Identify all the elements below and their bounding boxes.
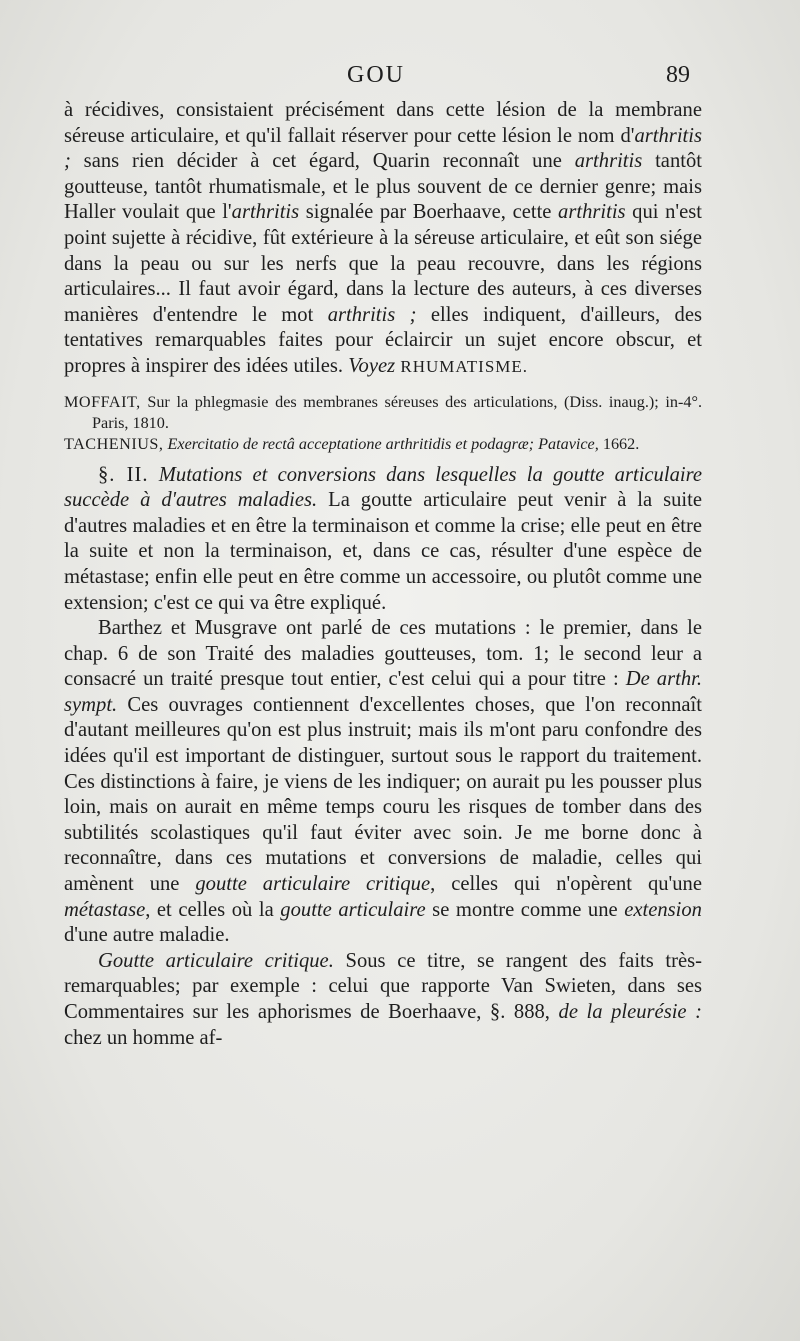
text-run: qui n'est point sujette à récidive, fût extérieure à la séreuse articulaire, et eût son siége dans la peau ou sur les nerfs que la peau recouvre, dans les régions articulaires... Il faut avoir égard, dans la lecture des auteurs, à ces diverses manières d'entendre le mot	[64, 201, 702, 326]
page-number: 89	[666, 62, 690, 88]
text-run: , celles qui n'opèrent qu'une	[430, 873, 702, 896]
text-run: tantôt goutteuse, tantôt rhumatismale, et le plus souvent de ce dernier genre; mais Haller voulait que l'	[64, 150, 702, 224]
bibliography	[64, 392, 702, 455]
italic-term: arthritis ;	[327, 303, 417, 326]
italic-term: arthritis ;	[64, 124, 702, 173]
reference-title: Exercitatio de rectâ acceptatione arthritidis et podagræ; Patavice,	[163, 434, 599, 453]
italic-term: De arthr. sympt.	[64, 668, 702, 716]
reference-author: TACHENIUS,	[64, 434, 164, 453]
text-run: se montre comme une	[425, 898, 625, 921]
italic-term: goutte articulaire	[280, 898, 426, 921]
text-run: Ces ouvrages contiennent d'excellentes choses, que l'on reconnaît d'autant meilleures qu'on est plus instruit; mais ils m'ont paru confondre des idées qu'il est important de distinguer, surtout sous le rapport du traitement. Ces distinctions à faire, je viens de les indiquer; on aurait pu les pousser plus loin, mais on aurait en même temps couru les risques de tomber dans des subtilités scolastiques qu'il faut éviter avec soin. Je me borne donc à reconnaître, dans ces mutations et conversions de maladie, celles qui amènent une	[64, 693, 702, 896]
italic-term: goutte articulaire critique	[195, 873, 431, 896]
section-mark: §. II.	[98, 463, 149, 486]
paragraph-goutte-critique	[64, 949, 702, 1051]
italic-term: de la pleurésie :	[558, 1001, 702, 1023]
text-run: La goutte articulaire peut venir à la suite d'autres maladies et en être la terminaison et comme la crise; elle peut en être la suite et non la terminaison, et, dans ce cas, résulter d'une espèce de métastase; enfin elle peut en être comme un accessoire, ou plutôt comme une extension; c'est ce qui va être expliqué.	[64, 489, 702, 614]
italic-term: arthritis	[231, 201, 300, 224]
reference-text: 1662.	[598, 434, 640, 453]
italic-term: métastase	[64, 898, 146, 921]
text-run: d'une autre maladie.	[64, 924, 230, 947]
section-2-intro	[64, 463, 702, 617]
reference-tachenius	[64, 434, 702, 455]
reference-moffait	[64, 392, 702, 434]
reference-author: MOFFAIT,	[64, 392, 141, 411]
paragraph-barthez-musgrave	[64, 616, 702, 949]
text-run: Sous ce titre, se rangent des faits très-remarquables; par exemple : celui que rapporte Van Swieten, dans ses Commentaires sur les aphorismes de Boerhaave, §. 888,	[64, 949, 703, 1023]
text-run: signalée par Boerhaave, cette	[299, 201, 559, 224]
italic-term: arthritis	[558, 201, 626, 224]
paragraph-arthritis-definitions	[64, 98, 702, 380]
page-body	[64, 98, 702, 1051]
italic-term: Voyez	[348, 354, 396, 377]
section-title: Mutations et conversions dans lesquelles la goutte articulaire succède à d'autres maladies.	[64, 463, 702, 512]
cross-reference: RHUMATISME.	[395, 356, 529, 376]
text-run: , et celles où la	[145, 898, 281, 921]
text-run: à récidives, consistaient précisément dans cette lésion de la membrane séreuse articulaire, et qu'il fallait réserver pour cette lésion le nom d'	[64, 99, 702, 147]
text-run: elles indiquent, d'ailleurs, des tentatives remarquables faites pour éclaircir un sujet encore obscur, et propres à inspirer des idées utiles.	[64, 303, 702, 377]
running-head	[62, 62, 690, 96]
running-head-word: GOU	[347, 62, 405, 88]
italic-heading: Goutte articulaire critique.	[98, 949, 334, 972]
text-run: Barthez et Musgrave ont parlé de ces mutations : le premier, dans le chap. 6 de son Traité des maladies goutteuses, tom. 1; le second leur a consacré un traité presque tout entier, c'est celui qui a pour titre :	[64, 617, 702, 691]
italic-term: extension	[624, 898, 702, 921]
reference-text: Sur la phlegmasie des membranes séreuses des articulations, (Diss. inaug.); in-4°. Paris, 1810.	[92, 392, 702, 432]
italic-term: arthritis	[574, 150, 643, 173]
text-run: sans rien décider à cet égard, Quarin reconnaît une	[70, 150, 575, 173]
text-run: chez un homme af-	[64, 1026, 223, 1049]
